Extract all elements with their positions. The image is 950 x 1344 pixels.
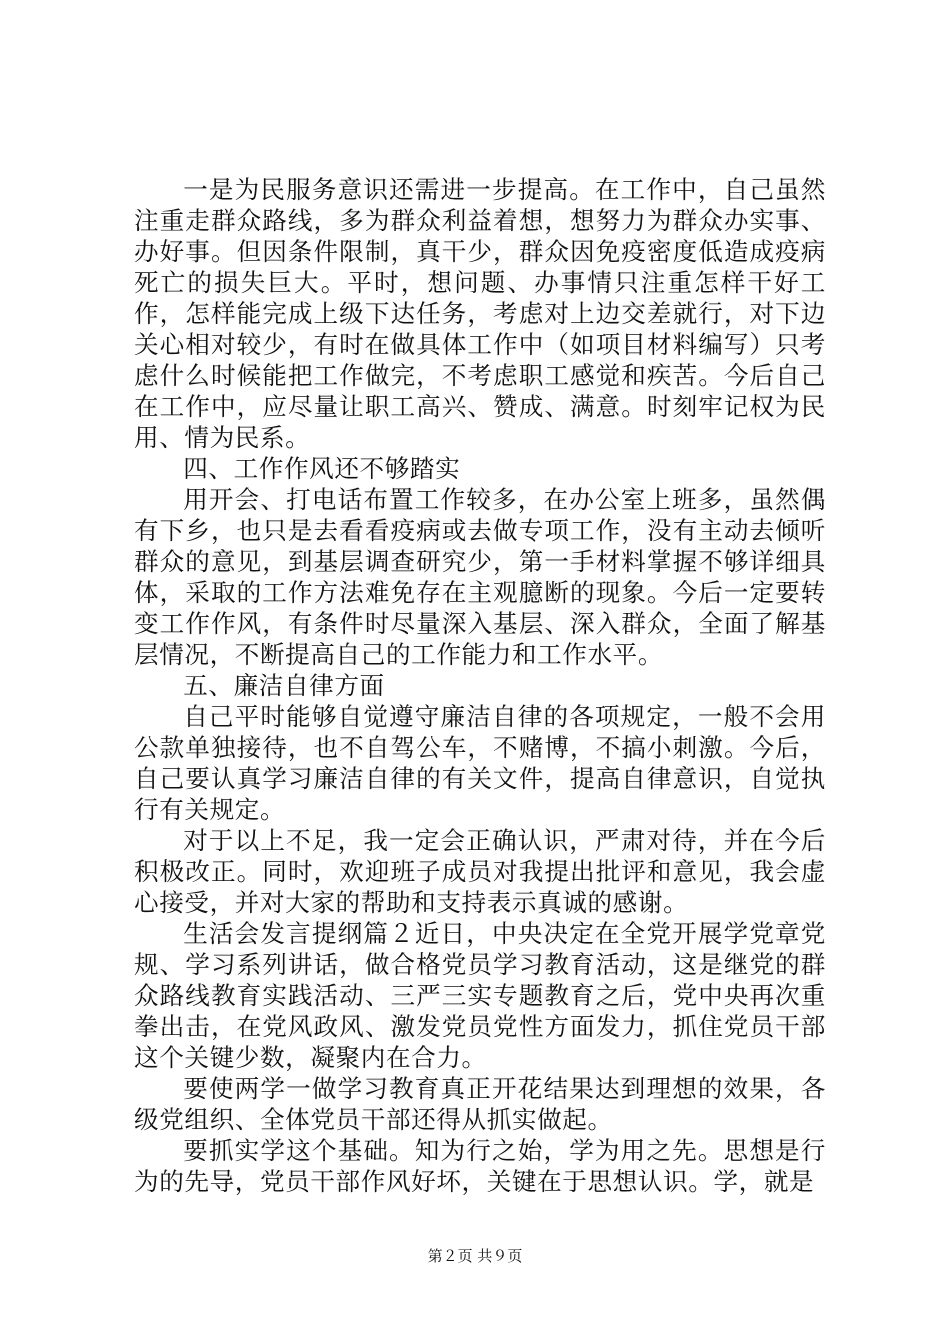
- paragraph-conclusion: 对于以上不足，我一定会正确认识，严肃对待，并在今后积极改正。同时，欢迎班子成员对我提出批评和意见，我会虚心接受，并对大家的帮助和支持表示真诚的感谢。: [134, 826, 826, 917]
- paragraph-work-style: 用开会、打电话布置工作较多，在办公室上班多，虽然偶有下乡，也只是去看看疫病或去做专项工作，没有主动去倾听群众的意见，到基层调查研究少，第一手材料掌握不够详细具体，采取的工作方法难免存在主观臆断的现象。今后一定要转变工作作风，有条件时尽量深入基层、深入群众，全面了解基层情况，不断提高自己的工作能力和工作水平。: [134, 485, 826, 669]
- section-heading-work-style: 四、工作作风还不够踏实: [183, 454, 461, 483]
- section-heading-integrity: 五、廉洁自律方面: [183, 671, 385, 700]
- paragraph-two-studies: 要使两学一做学习教育真正开花结果达到理想的效果，各级党组织、全体党员干部还得从抓实做起。: [134, 1074, 826, 1134]
- paragraph-integrity: 自己平时能够自觉遵守廉洁自律的各项规定，一般不会用公款单独接待，也不自驾公车，不赌博，不搞小刺激。今后，自己要认真学习廉洁自律的有关文件，提高自律意识，自觉执行有关规定。: [134, 702, 826, 824]
- page-number-footer: 第２页 共９页: [427, 1247, 523, 1265]
- paragraph-outline-part2: 生活会发言提纲篇２近日，中央决定在全党开展学党章党规、学习系列讲话，做合格党员学习教育活动，这是继党的群众路线教育实践活动、三严三实专题教育之后，党中央再次重拳出击，在党风政风、激发党员党性方面发力，抓住党员干部这个关键少数，凝聚内在合力。: [134, 919, 826, 1072]
- paragraph-service-awareness: 一是为民服务意识还需进一步提高。在工作中，自己虽然注重走群众路线，多为群众利益着想，想努力为群众办实事、办好事。但因条件限制，真干少，群众因免疫密度低造成疫病死亡的损失巨大。平时，想问题、办事情只注重怎样干好工作，怎样能完成上级下达任务，考虑对上边交差就行，对下边关心相对较少，有时在做具体工作中（如项目材料编写）只考虑什么时候能把工作做完，不考虑职工感觉和疾苦。今后自己在工作中，应尽量让职工高兴、赞成、满意。时刻牢记权为民用、情为民系。: [134, 175, 826, 452]
- document-body: [134, 174, 826, 1197]
- paragraph-study-foundation: 要抓实学这个基础。知为行之始，学为用之先。思想是行为的先导，党员干部作风好坏，关键在于思想认识。学，就是: [134, 1136, 826, 1196]
